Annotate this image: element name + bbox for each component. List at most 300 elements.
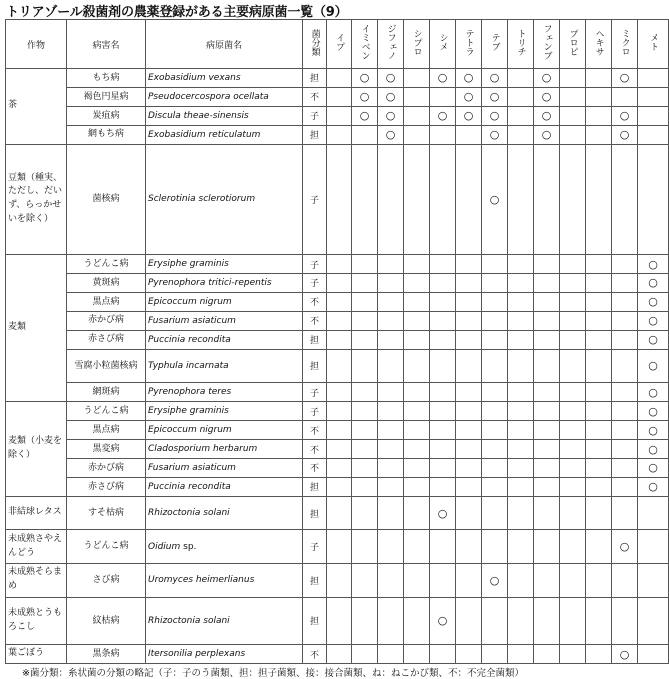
footnote: ※菌分類：糸状菌の分類の略記（子：子のう菌類、担：担子菌類、接：接合菌類、ね：ねこかび類、不：不完全菌類） bbox=[22, 668, 524, 679]
disease-cell: すそ枯病 bbox=[67, 496, 146, 530]
empty-cell bbox=[430, 383, 456, 402]
empty-cell bbox=[534, 477, 560, 496]
empty-cell bbox=[560, 125, 586, 144]
pathogen-cell: Fusarium asiaticum bbox=[146, 311, 303, 330]
header-chemical: イプ bbox=[327, 20, 352, 69]
empty-cell bbox=[612, 402, 638, 421]
empty-cell bbox=[430, 330, 456, 349]
registered-mark: ○ bbox=[612, 106, 638, 125]
disease-cell: もち病 bbox=[67, 69, 146, 88]
empty-cell bbox=[352, 255, 378, 274]
empty-cell bbox=[327, 87, 352, 106]
empty-cell bbox=[534, 330, 560, 349]
empty-cell bbox=[352, 125, 378, 144]
empty-cell bbox=[560, 440, 586, 459]
empty-cell bbox=[327, 255, 352, 274]
empty-cell bbox=[404, 421, 430, 440]
registered-mark: ○ bbox=[352, 69, 378, 88]
empty-cell bbox=[560, 273, 586, 292]
empty-cell bbox=[482, 496, 508, 530]
empty-cell bbox=[327, 273, 352, 292]
header-class: 菌分類 bbox=[303, 20, 327, 69]
header-chemical: メト bbox=[638, 20, 669, 69]
empty-cell bbox=[508, 106, 534, 125]
empty-cell bbox=[534, 402, 560, 421]
empty-cell bbox=[404, 402, 430, 421]
empty-cell bbox=[534, 440, 560, 459]
empty-cell bbox=[560, 311, 586, 330]
header-chemical: ミクロ bbox=[612, 20, 638, 69]
disease-cell: 紋枯病 bbox=[67, 597, 146, 644]
registered-mark: ○ bbox=[456, 87, 482, 106]
empty-cell bbox=[508, 383, 534, 402]
empty-cell bbox=[612, 440, 638, 459]
empty-cell bbox=[456, 530, 482, 564]
class-cell: 子 bbox=[303, 255, 327, 274]
registered-mark: ○ bbox=[638, 255, 669, 274]
empty-cell bbox=[456, 349, 482, 383]
header-chemical: テブ bbox=[482, 20, 508, 69]
empty-cell bbox=[638, 597, 669, 644]
table-row bbox=[6, 144, 669, 254]
empty-cell bbox=[508, 69, 534, 88]
empty-cell bbox=[612, 564, 638, 598]
empty-cell bbox=[352, 292, 378, 311]
empty-cell bbox=[430, 125, 456, 144]
registered-mark: ○ bbox=[430, 106, 456, 125]
empty-cell bbox=[612, 330, 638, 349]
empty-cell bbox=[586, 440, 612, 459]
empty-cell bbox=[327, 564, 352, 598]
empty-cell bbox=[456, 402, 482, 421]
pathogen-cell: Oidium sp. bbox=[146, 530, 303, 564]
registered-mark: ○ bbox=[352, 106, 378, 125]
empty-cell bbox=[404, 597, 430, 644]
empty-cell bbox=[586, 349, 612, 383]
pathogen-cell: Exobasidium reticulatum bbox=[146, 125, 303, 144]
pathogen-cell: Puccinia recondita bbox=[146, 330, 303, 349]
class-cell: 不 bbox=[303, 311, 327, 330]
pathogen-cell: Erysiphe graminis bbox=[146, 402, 303, 421]
crop-cell: 非結球レタス bbox=[6, 496, 67, 530]
empty-cell bbox=[456, 440, 482, 459]
pathogen-cell: Uromyces heimerlianus bbox=[146, 564, 303, 598]
empty-cell bbox=[586, 292, 612, 311]
registered-mark: ○ bbox=[612, 530, 638, 564]
empty-cell bbox=[560, 496, 586, 530]
empty-cell bbox=[352, 458, 378, 477]
empty-cell bbox=[586, 530, 612, 564]
registered-mark: ○ bbox=[378, 125, 404, 144]
disease-cell: 黒条病 bbox=[67, 645, 146, 664]
empty-cell bbox=[612, 477, 638, 496]
empty-cell bbox=[430, 645, 456, 664]
registered-mark: ○ bbox=[638, 421, 669, 440]
empty-cell bbox=[534, 564, 560, 598]
table-row bbox=[6, 255, 669, 274]
empty-cell bbox=[560, 255, 586, 274]
pathogen-cell: Sclerotinia sclerotiorum bbox=[146, 144, 303, 254]
empty-cell bbox=[508, 496, 534, 530]
table-row bbox=[6, 125, 669, 144]
empty-cell bbox=[456, 458, 482, 477]
empty-cell bbox=[508, 349, 534, 383]
table-row bbox=[6, 402, 669, 421]
empty-cell bbox=[508, 530, 534, 564]
registered-mark: ○ bbox=[638, 330, 669, 349]
registered-mark: ○ bbox=[456, 69, 482, 88]
empty-cell bbox=[612, 383, 638, 402]
registered-mark: ○ bbox=[378, 69, 404, 88]
empty-cell bbox=[560, 144, 586, 254]
class-cell: 担 bbox=[303, 597, 327, 644]
registered-mark: ○ bbox=[612, 69, 638, 88]
table-row bbox=[6, 458, 669, 477]
empty-cell bbox=[612, 144, 638, 254]
empty-cell bbox=[352, 402, 378, 421]
empty-cell bbox=[327, 144, 352, 254]
empty-cell bbox=[404, 69, 430, 88]
disease-cell: 網斑病 bbox=[67, 383, 146, 402]
empty-cell bbox=[508, 330, 534, 349]
header-disease: 病害名 bbox=[67, 20, 146, 69]
empty-cell bbox=[508, 255, 534, 274]
empty-cell bbox=[352, 440, 378, 459]
registered-mark: ○ bbox=[638, 311, 669, 330]
registered-mark: ○ bbox=[482, 87, 508, 106]
empty-cell bbox=[508, 564, 534, 598]
table-row bbox=[6, 311, 669, 330]
registered-mark: ○ bbox=[430, 597, 456, 644]
empty-cell bbox=[508, 87, 534, 106]
empty-cell bbox=[612, 458, 638, 477]
empty-cell bbox=[352, 421, 378, 440]
class-cell: 不 bbox=[303, 421, 327, 440]
table-row bbox=[6, 645, 669, 664]
empty-cell bbox=[404, 458, 430, 477]
registered-mark: ○ bbox=[638, 383, 669, 402]
empty-cell bbox=[560, 530, 586, 564]
table-row bbox=[6, 87, 669, 106]
empty-cell bbox=[482, 349, 508, 383]
empty-cell bbox=[560, 645, 586, 664]
header-chemical: ヘキサ bbox=[586, 20, 612, 69]
empty-cell bbox=[508, 421, 534, 440]
empty-cell bbox=[404, 255, 430, 274]
empty-cell bbox=[430, 255, 456, 274]
empty-cell bbox=[534, 311, 560, 330]
empty-cell bbox=[638, 69, 669, 88]
empty-cell bbox=[404, 87, 430, 106]
empty-cell bbox=[508, 144, 534, 254]
crop-cell: 葉ごぼう bbox=[6, 645, 67, 664]
empty-cell bbox=[456, 311, 482, 330]
pathogen-cell: Fusarium asiaticum bbox=[146, 458, 303, 477]
pathogen-cell: Epicoccum nigrum bbox=[146, 292, 303, 311]
header-chemical: フェンブ bbox=[534, 20, 560, 69]
empty-cell bbox=[482, 292, 508, 311]
empty-cell bbox=[612, 255, 638, 274]
empty-cell bbox=[586, 311, 612, 330]
empty-cell bbox=[404, 440, 430, 459]
registered-mark: ○ bbox=[482, 69, 508, 88]
empty-cell bbox=[456, 421, 482, 440]
registered-mark: ○ bbox=[378, 87, 404, 106]
empty-cell bbox=[430, 458, 456, 477]
empty-cell bbox=[586, 125, 612, 144]
empty-cell bbox=[327, 292, 352, 311]
empty-cell bbox=[430, 311, 456, 330]
empty-cell bbox=[482, 383, 508, 402]
empty-cell bbox=[534, 273, 560, 292]
empty-cell bbox=[586, 496, 612, 530]
empty-cell bbox=[560, 458, 586, 477]
empty-cell bbox=[612, 311, 638, 330]
empty-cell bbox=[586, 597, 612, 644]
crop-cell: 未成熟そらまめ bbox=[6, 564, 67, 598]
empty-cell bbox=[378, 458, 404, 477]
empty-cell bbox=[378, 330, 404, 349]
class-cell: 担 bbox=[303, 564, 327, 598]
registered-mark: ○ bbox=[534, 125, 560, 144]
registered-mark: ○ bbox=[534, 87, 560, 106]
pathogen-cell: Puccinia recondita bbox=[146, 477, 303, 496]
empty-cell bbox=[612, 349, 638, 383]
table-row bbox=[6, 273, 669, 292]
empty-cell bbox=[404, 292, 430, 311]
empty-cell bbox=[404, 477, 430, 496]
empty-cell bbox=[534, 496, 560, 530]
empty-cell bbox=[352, 349, 378, 383]
empty-cell bbox=[430, 564, 456, 598]
disease-cell: 黒変病 bbox=[67, 440, 146, 459]
pathogen-table bbox=[5, 19, 669, 664]
empty-cell bbox=[560, 330, 586, 349]
empty-cell bbox=[378, 496, 404, 530]
empty-cell bbox=[378, 477, 404, 496]
pathogen-cell: Exobasidium vexans bbox=[146, 69, 303, 88]
empty-cell bbox=[327, 106, 352, 125]
pathogen-cell: Pyrenophora tritici-repentis bbox=[146, 273, 303, 292]
class-cell: 担 bbox=[303, 69, 327, 88]
crop-cell: 豆類（種実、ただし、だいず、らっかせいを除く） bbox=[6, 144, 67, 254]
empty-cell bbox=[560, 564, 586, 598]
header-chemical: シメ bbox=[430, 20, 456, 69]
header-pathogen: 病原菌名 bbox=[146, 20, 303, 69]
table-row bbox=[6, 564, 669, 598]
empty-cell bbox=[352, 496, 378, 530]
empty-cell bbox=[482, 440, 508, 459]
empty-cell bbox=[327, 477, 352, 496]
table-row bbox=[6, 421, 669, 440]
disease-cell: 赤かび病 bbox=[67, 458, 146, 477]
empty-cell bbox=[378, 383, 404, 402]
empty-cell bbox=[327, 496, 352, 530]
registered-mark: ○ bbox=[638, 292, 669, 311]
empty-cell bbox=[482, 645, 508, 664]
empty-cell bbox=[352, 273, 378, 292]
empty-cell bbox=[352, 383, 378, 402]
registered-mark: ○ bbox=[352, 87, 378, 106]
empty-cell bbox=[612, 87, 638, 106]
disease-cell: 雪腐小粒菌核病 bbox=[67, 349, 146, 383]
class-cell: 子 bbox=[303, 383, 327, 402]
empty-cell bbox=[327, 311, 352, 330]
class-cell: 不 bbox=[303, 440, 327, 459]
table-row bbox=[6, 440, 669, 459]
table-row bbox=[6, 597, 669, 644]
registered-mark: ○ bbox=[378, 106, 404, 125]
registered-mark: ○ bbox=[612, 125, 638, 144]
empty-cell bbox=[404, 645, 430, 664]
empty-cell bbox=[404, 273, 430, 292]
empty-cell bbox=[456, 255, 482, 274]
header-chemical: シプロ bbox=[404, 20, 430, 69]
empty-cell bbox=[456, 383, 482, 402]
disease-cell: さび病 bbox=[67, 564, 146, 598]
header-chemical: テトラ bbox=[456, 20, 482, 69]
registered-mark: ○ bbox=[638, 458, 669, 477]
empty-cell bbox=[560, 292, 586, 311]
empty-cell bbox=[456, 292, 482, 311]
empty-cell bbox=[456, 645, 482, 664]
empty-cell bbox=[327, 330, 352, 349]
empty-cell bbox=[378, 645, 404, 664]
empty-cell bbox=[534, 255, 560, 274]
empty-cell bbox=[482, 530, 508, 564]
empty-cell bbox=[508, 440, 534, 459]
empty-cell bbox=[508, 597, 534, 644]
empty-cell bbox=[378, 273, 404, 292]
empty-cell bbox=[430, 144, 456, 254]
empty-cell bbox=[378, 440, 404, 459]
empty-cell bbox=[352, 645, 378, 664]
empty-cell bbox=[534, 421, 560, 440]
empty-cell bbox=[586, 106, 612, 125]
table-row bbox=[6, 292, 669, 311]
empty-cell bbox=[638, 106, 669, 125]
empty-cell bbox=[560, 402, 586, 421]
registered-mark: ○ bbox=[638, 273, 669, 292]
registered-mark: ○ bbox=[482, 125, 508, 144]
empty-cell bbox=[560, 87, 586, 106]
registered-mark: ○ bbox=[638, 349, 669, 383]
registered-mark: ○ bbox=[482, 106, 508, 125]
disease-cell: うどんこ病 bbox=[67, 255, 146, 274]
pathogen-cell: Itersonilia perplexans bbox=[146, 645, 303, 664]
empty-cell bbox=[404, 311, 430, 330]
empty-cell bbox=[612, 496, 638, 530]
disease-cell: 赤かび病 bbox=[67, 311, 146, 330]
empty-cell bbox=[482, 330, 508, 349]
empty-cell bbox=[327, 440, 352, 459]
empty-cell bbox=[404, 383, 430, 402]
empty-cell bbox=[586, 144, 612, 254]
empty-cell bbox=[327, 421, 352, 440]
empty-cell bbox=[404, 330, 430, 349]
registered-mark: ○ bbox=[482, 564, 508, 598]
empty-cell bbox=[508, 645, 534, 664]
empty-cell bbox=[327, 597, 352, 644]
registered-mark: ○ bbox=[612, 645, 638, 664]
pathogen-cell: Discula theae-sinensis bbox=[146, 106, 303, 125]
empty-cell bbox=[586, 402, 612, 421]
table-row bbox=[6, 330, 669, 349]
empty-cell bbox=[508, 402, 534, 421]
table-row bbox=[6, 349, 669, 383]
empty-cell bbox=[352, 564, 378, 598]
empty-cell bbox=[456, 496, 482, 530]
empty-cell bbox=[404, 125, 430, 144]
registered-mark: ○ bbox=[482, 144, 508, 254]
empty-cell bbox=[560, 477, 586, 496]
crop-cell: 茶 bbox=[6, 69, 67, 145]
empty-cell bbox=[430, 402, 456, 421]
empty-cell bbox=[482, 273, 508, 292]
empty-cell bbox=[404, 530, 430, 564]
empty-cell bbox=[456, 144, 482, 254]
empty-cell bbox=[404, 144, 430, 254]
empty-cell bbox=[327, 402, 352, 421]
disease-cell: 網もち病 bbox=[67, 125, 146, 144]
empty-cell bbox=[508, 292, 534, 311]
pathogen-cell: Rhizoctonia solani bbox=[146, 597, 303, 644]
disease-cell: 褐色円星病 bbox=[67, 87, 146, 106]
empty-cell bbox=[560, 597, 586, 644]
header-chemical: プロピ bbox=[560, 20, 586, 69]
class-cell: 子 bbox=[303, 402, 327, 421]
empty-cell bbox=[327, 349, 352, 383]
registered-mark: ○ bbox=[534, 106, 560, 125]
pathogen-cell: Erysiphe graminis bbox=[146, 255, 303, 274]
disease-cell: うどんこ病 bbox=[67, 402, 146, 421]
crop-cell: 未成熟さやえんどう bbox=[6, 530, 67, 564]
empty-cell bbox=[586, 273, 612, 292]
empty-cell bbox=[352, 597, 378, 644]
empty-cell bbox=[378, 530, 404, 564]
empty-cell bbox=[612, 597, 638, 644]
empty-cell bbox=[482, 402, 508, 421]
empty-cell bbox=[404, 496, 430, 530]
empty-cell bbox=[378, 255, 404, 274]
class-cell: 不 bbox=[303, 87, 327, 106]
disease-cell: 赤さび病 bbox=[67, 330, 146, 349]
pathogen-cell: Pseudocercospora ocellata bbox=[146, 87, 303, 106]
class-cell: 子 bbox=[303, 144, 327, 254]
empty-cell bbox=[456, 597, 482, 644]
disease-cell: 赤さび病 bbox=[67, 477, 146, 496]
empty-cell bbox=[456, 477, 482, 496]
registered-mark: ○ bbox=[638, 440, 669, 459]
registered-mark: ○ bbox=[430, 496, 456, 530]
table-row bbox=[6, 106, 669, 125]
empty-cell bbox=[534, 144, 560, 254]
class-cell: 担 bbox=[303, 125, 327, 144]
empty-cell bbox=[430, 530, 456, 564]
empty-cell bbox=[378, 402, 404, 421]
empty-cell bbox=[430, 87, 456, 106]
page-title: トリアゾール殺菌剤の農薬登録がある主要病原菌一覧（9） bbox=[6, 5, 348, 20]
empty-cell bbox=[586, 383, 612, 402]
empty-cell bbox=[352, 311, 378, 330]
pathogen-cell: Epicoccum nigrum bbox=[146, 421, 303, 440]
empty-cell bbox=[482, 311, 508, 330]
table-row bbox=[6, 496, 669, 530]
class-cell: 担 bbox=[303, 349, 327, 383]
empty-cell bbox=[638, 645, 669, 664]
empty-cell bbox=[378, 564, 404, 598]
empty-cell bbox=[560, 106, 586, 125]
